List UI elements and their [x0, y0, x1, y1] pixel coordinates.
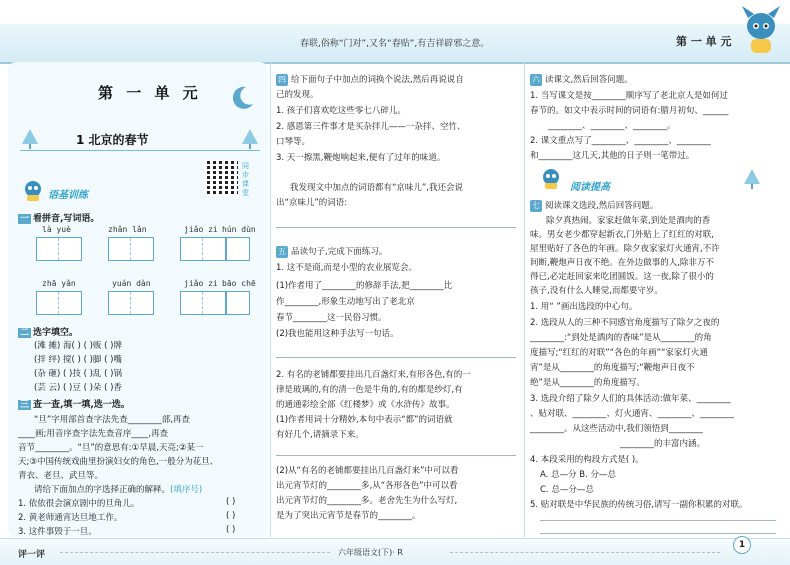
q4-item-2: 2. 感恩第三件事才是买杂拌儿——一杂拌、空竹、 [276, 122, 466, 132]
q7-option-ab[interactable]: A. 总—分 B. 分—总 [540, 470, 617, 480]
header-motto: 春联,俗称“门对”,又名“春贴”,有吉祥辟邪之意。 [300, 39, 490, 49]
q5-a1[interactable]: (1)作者用了________的修辞手法,把________比 [276, 281, 453, 291]
tree-icon [20, 128, 40, 150]
footer-book-title: 六年级语文(下)· R [338, 548, 403, 557]
q3-line-4: 天;③中国传统戏曲里扮演妇女的角色,一般分为花旦、 [18, 457, 219, 467]
writing-box[interactable] [108, 291, 154, 315]
q5-b5[interactable]: 出元宵节灯的________多。老舍先生为什么写灯, [276, 496, 458, 506]
q7-option-c[interactable]: C. 总—分—总 [540, 485, 594, 495]
q7-question-3c[interactable]: ________。从这些活动中,我们领悟到________ [530, 424, 703, 434]
q3-instruction-text: 请给下面加点的字选择正确的解释。 [34, 485, 171, 495]
q5-b3: (2)从“有名的老铺都要挂出几百盏灯来”中可以看 [276, 466, 459, 476]
pinyin-8: bāo chē [222, 279, 256, 288]
q3-item-3: 3. 这件事毁于一旦。 [18, 527, 97, 537]
q2-heading: 二 选字填空。 [20, 328, 79, 338]
pinyin-3: jiǎo zi [184, 225, 218, 234]
q3-tag: (填序号) [170, 485, 203, 495]
answer-line[interactable] [276, 227, 516, 228]
mascot-icon [540, 166, 562, 190]
q3-heading: 三 查一查,填一填,选一选。 [20, 400, 130, 410]
q7-question-2e[interactable]: 绝”是从________的角度描写。 [530, 378, 645, 388]
q7-question-2d[interactable]: 宵”是从________的角度描写;“鞭炮声日夜不 [530, 363, 695, 373]
q2-row-4[interactable]: (芸 云) ( )豆 ( )朵 ( )香 [34, 383, 122, 393]
q4-discover-2: 出“京味儿”的词语: [276, 198, 348, 208]
page-number: 1 [733, 536, 751, 554]
q6-line-2[interactable]: 春节的。如文中表示时间的词语有:腊月初旬、______ [530, 106, 729, 116]
q4-title: 给下面句子中加点的词换个说法,然后再说说自 [291, 75, 464, 85]
q2-row-3[interactable]: (杂 砸) ( )技 ( )乱 ( )锅 [34, 369, 122, 379]
q7-question-1: 1. 用“ ”画出选段的中心句。 [530, 302, 638, 312]
q6-line-1[interactable]: 1. 当写课文是按________顺序写了老北京人是如何过 [530, 91, 728, 101]
section-badge-basics: 语基训练 [48, 190, 88, 201]
q5-sentence-2b: 律是玻璃的,有的清一色是牛角的,有的都是纱灯,有 [276, 385, 463, 395]
footer-evaluate: 评一评 [18, 550, 46, 560]
q7-passage-1: 除夕真热闹。家家赶做年菜,到处是酒肉的香 [546, 216, 711, 226]
q2-row-2[interactable]: (拌 绊) 搅( ) ( )脚 ( )嘴 [34, 355, 122, 365]
q7-number: 七 [532, 201, 540, 210]
q4-item-3: 3. 天一擦黑,鞭炮响起来,便有了过年的味道。 [276, 153, 446, 163]
answer-line[interactable] [276, 455, 516, 456]
q6-title: 读课文,然后回答问题。 [545, 75, 633, 85]
q5-sentence-2a: 2. 有名的老铺都要挂出几百盏灯来,有形各色,有的一 [276, 370, 471, 380]
q5-b4[interactable]: 出元宵节灯的________多,从“各形各色”中可以看 [276, 481, 458, 491]
q6-number: 六 [532, 75, 540, 84]
q7-question-4[interactable]: 4. 本段采用的构段方式是( )。 [530, 455, 644, 465]
q4-number: 四 [278, 75, 286, 84]
q3-bracket-1[interactable]: ( ) [226, 497, 236, 507]
moon-icon [228, 84, 256, 112]
tree-icon [240, 128, 260, 150]
q3-item-1: 1. 依依很会演京剧中的旦角儿。 [18, 499, 140, 509]
q1-title: 看拼音,写词语。 [33, 214, 100, 224]
pinyin-7: jiǎo zi [184, 279, 218, 288]
answer-line[interactable] [276, 357, 516, 358]
writing-box[interactable] [226, 237, 250, 261]
q1-heading: 一 看拼音,写词语。 [20, 214, 100, 224]
q4-item-2b: 口琴等。 [276, 137, 311, 147]
pinyin-1: là yuè [42, 225, 71, 234]
q3-instruction [34, 483, 202, 495]
q3-bracket-3[interactable]: ( ) [226, 525, 236, 535]
footer-rule [450, 552, 720, 553]
q3-line-5: 青衣、老旦、武旦等。 [18, 471, 104, 481]
column-divider [270, 62, 271, 537]
q7-question-2b[interactable]: ________:“到处是酒肉的香味”是从________的角 [530, 333, 712, 343]
pinyin-5: zhā yǎn [42, 279, 76, 288]
q7-question-3b[interactable]: 、贴对联、________、灯火通宵、________、________ [530, 409, 735, 419]
column-divider [524, 62, 525, 537]
q7-question-5: 5. 贴对联是中华民族的传统习俗,请写一副你积累的对联。 [530, 500, 748, 510]
header-unit-tag: 第 一 单 元 [676, 35, 732, 48]
q7-passage-2: 味。男女老少都穿起新衣,门外贴上了红红的对联, [530, 230, 714, 240]
mascot-illustration [738, 4, 784, 56]
qr-code[interactable] [204, 160, 238, 196]
q5-b1: (1)作者用词十分精妙,本句中表示“都”的词语就 [276, 415, 453, 425]
q2-title: 选字填空。 [33, 328, 79, 338]
q7-question-3d[interactable]: ________的丰富内涵。 [620, 439, 706, 449]
lesson-title: 1 北京的春节 [76, 133, 149, 147]
writing-box[interactable] [36, 237, 82, 261]
pinyin-2: zhǎn lǎn [108, 225, 147, 234]
q7-passage-5: 得已,必定赶回家来吃团圆饭。这一夜,除了很小的 [530, 272, 714, 282]
q5-sentence-1: 1. 这不是商,而是小型的农业展览会。 [276, 263, 418, 273]
q4-title-2: 己的发现。 [276, 90, 319, 100]
q2-row-1[interactable]: (滩 摊) 海( ) ( )贩 ( )牌 [34, 341, 122, 351]
q5-title: 品读句子,完成下面练习。 [291, 247, 388, 257]
answer-line[interactable] [540, 520, 776, 521]
q7-question-3[interactable]: 3. 选段介绍了除夕人们的具体活动:做年菜、________ [530, 394, 731, 404]
pinyin-6: yuán dàn [112, 279, 151, 288]
q7-question-2: 2. 选段从人的三种不同感官角度描写了除夕之夜的 [530, 318, 720, 328]
pinyin-4: hún dùn [222, 225, 256, 234]
q5-number: 五 [278, 247, 286, 256]
writing-box[interactable] [180, 237, 226, 261]
q7-question-2c: 度描写;“红红的对联”“各色的年画”“家家灯火通 [530, 348, 708, 358]
unit-title: 第 一 单 元 [98, 84, 202, 102]
q3-line-2[interactable]: ____画;用音序查字法先查音序____,再查 [18, 429, 169, 439]
title-rule [20, 150, 260, 151]
q7-passage-4: 间断,鞭炮声日夜不绝。在外边做事的人,除非万不 [530, 258, 714, 268]
q3-item-2: 2. 黄老师通宵达旦地工作。 [18, 513, 123, 523]
q6-line-4[interactable]: 2. 课文重点写了________、________、________ [530, 136, 711, 146]
q5-a2[interactable]: 作________,形象生动地写出了老北京 [276, 297, 415, 307]
q7-title: 阅读课文选段,然后回答问题。 [545, 201, 659, 211]
q3-line-3[interactable]: 音节________。“旦”的意思有:①早晨,天亮;②某一 [18, 443, 204, 453]
footer-rule [60, 552, 330, 553]
q6-line-3[interactable]: ________、________、________。 [548, 121, 676, 131]
q3-bracket-2[interactable]: ( ) [226, 511, 236, 521]
q6-heading [530, 73, 633, 86]
q5-a3[interactable]: 春节________这一民俗习惯。 [276, 313, 387, 323]
q4-item-1: 1. 孩子们喜欢吃这些零七八碎儿。 [276, 106, 406, 116]
q5-a4: (2)我也能用这种手法写一句话。 [276, 329, 399, 339]
q5-b2: 有好几个,请摘录下来。 [276, 430, 364, 440]
qr-label: 同步课堂 [242, 162, 249, 197]
q3-line-1[interactable]: “旦”字用部首查字法先查________部,再查 [34, 415, 191, 425]
mascot-icon [22, 178, 44, 202]
q5-heading [276, 245, 387, 258]
writing-box[interactable] [180, 291, 226, 315]
q5-b6[interactable]: 是为了突出元宵节是春节的________。 [276, 511, 421, 521]
q7-passage-6: 孩子,没有什么人睡觉,而都要守岁。 [530, 286, 663, 296]
tree-icon [742, 168, 762, 190]
q7-passage-3: 屋里贴好了各色的年画。除夕夜家家灯火通宵,不许 [530, 244, 720, 254]
answer-line[interactable] [540, 533, 776, 534]
q3-title: 查一查,填一填,选一选。 [33, 400, 130, 410]
q6-line-5[interactable]: 和________这几天,其他的日子则一笔带过。 [530, 151, 695, 161]
writing-box[interactable] [108, 237, 154, 261]
writing-box[interactable] [36, 291, 82, 315]
section-badge-reading: 阅读提高 [570, 182, 610, 193]
writing-box[interactable] [226, 291, 250, 315]
q7-heading [530, 199, 658, 212]
q4-discover-1: 我发现文中加点的词语都有“京味儿”,我还会说 [290, 183, 464, 193]
q4-heading [276, 73, 464, 86]
q5-sentence-2c: 的通通彩绘全部《红楼梦》或《水浒传》故事。 [276, 400, 455, 410]
